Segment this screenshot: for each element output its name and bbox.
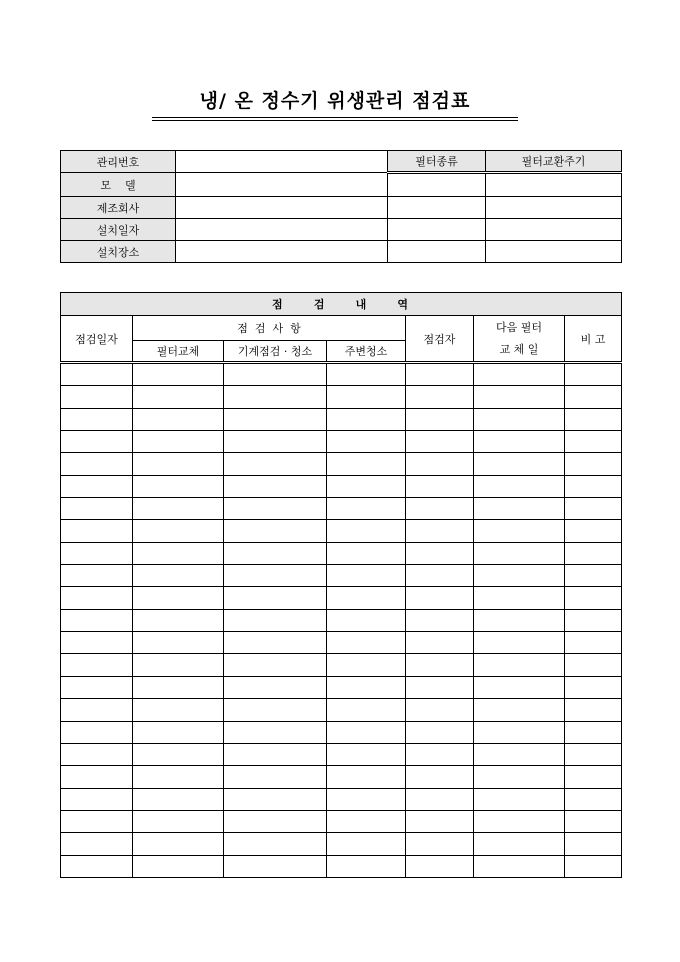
- cell-surround-clean[interactable]: [327, 363, 406, 386]
- filter-type-value-4[interactable]: [388, 241, 486, 263]
- cell-remarks[interactable]: [565, 676, 622, 698]
- cell-machine-check[interactable]: [224, 565, 327, 587]
- cell-inspector[interactable]: [406, 542, 474, 564]
- cell-filter-change[interactable]: [133, 833, 224, 855]
- cell-surround-clean[interactable]: [327, 542, 406, 564]
- cell-surround-clean[interactable]: [327, 654, 406, 676]
- cell-inspector[interactable]: [406, 855, 474, 877]
- cell-remarks[interactable]: [565, 609, 622, 631]
- table-row: [61, 743, 622, 765]
- cell-date[interactable]: [61, 721, 133, 743]
- header-machine-check: 기계점검 · 청소: [224, 341, 327, 363]
- cell-date[interactable]: [61, 766, 133, 788]
- cell-remarks[interactable]: [565, 498, 622, 520]
- cell-inspector[interactable]: [406, 743, 474, 765]
- cell-filter-change[interactable]: [133, 632, 224, 654]
- header-remarks: 비 고: [565, 316, 622, 363]
- install-date-value[interactable]: [176, 219, 388, 241]
- cell-inspector[interactable]: [406, 810, 474, 832]
- cell-machine-check[interactable]: [224, 363, 327, 386]
- cell-date[interactable]: [61, 810, 133, 832]
- cell-surround-clean[interactable]: [327, 587, 406, 609]
- cell-next-filter-date[interactable]: [474, 833, 565, 855]
- cell-remarks[interactable]: [565, 833, 622, 855]
- cell-remarks[interactable]: [565, 699, 622, 721]
- cell-remarks[interactable]: [565, 542, 622, 564]
- table-row: [61, 676, 622, 698]
- cell-date[interactable]: [61, 833, 133, 855]
- header-next-filter-line1: 다음 필터: [495, 320, 542, 334]
- cell-machine-check[interactable]: [224, 654, 327, 676]
- cell-machine-check[interactable]: [224, 833, 327, 855]
- filter-cycle-value-1[interactable]: [486, 173, 622, 197]
- cell-filter-change[interactable]: [133, 542, 224, 564]
- cell-inspector[interactable]: [406, 632, 474, 654]
- cell-surround-clean[interactable]: [327, 743, 406, 765]
- title-underline-bottom: [152, 120, 518, 121]
- cell-machine-check[interactable]: [224, 498, 327, 520]
- header-date: 점검일자: [61, 316, 133, 363]
- filter-type-value-3[interactable]: [388, 219, 486, 241]
- cell-surround-clean[interactable]: [327, 810, 406, 832]
- cell-machine-check[interactable]: [224, 743, 327, 765]
- filter-cycle-value-2[interactable]: [486, 197, 622, 219]
- label-filter-cycle: 필터교환주기: [486, 151, 622, 173]
- cell-remarks[interactable]: [565, 431, 622, 453]
- cell-remarks[interactable]: [565, 632, 622, 654]
- cell-next-filter-date[interactable]: [474, 766, 565, 788]
- label-install-date: 설치일자: [61, 219, 176, 241]
- table-row: [61, 431, 622, 453]
- cell-machine-check[interactable]: [224, 542, 327, 564]
- cell-next-filter-date[interactable]: [474, 587, 565, 609]
- cell-next-filter-date[interactable]: [474, 699, 565, 721]
- cell-machine-check[interactable]: [224, 810, 327, 832]
- cell-date[interactable]: [61, 565, 133, 587]
- table-row: [61, 363, 622, 386]
- cell-inspector[interactable]: [406, 565, 474, 587]
- cell-machine-check[interactable]: [224, 520, 327, 542]
- table-row: [61, 654, 622, 676]
- cell-date[interactable]: [61, 676, 133, 698]
- cell-inspector[interactable]: [406, 788, 474, 810]
- cell-inspector[interactable]: [406, 386, 474, 408]
- filter-cycle-value-4[interactable]: [486, 241, 622, 263]
- cell-surround-clean[interactable]: [327, 453, 406, 475]
- label-install-location: 설치장소: [61, 241, 176, 263]
- cell-filter-change[interactable]: [133, 408, 224, 430]
- cell-remarks[interactable]: [565, 520, 622, 542]
- cell-next-filter-date[interactable]: [474, 520, 565, 542]
- filter-type-value-1[interactable]: [388, 173, 486, 197]
- manufacturer-value[interactable]: [176, 197, 388, 219]
- cell-machine-check[interactable]: [224, 632, 327, 654]
- cell-filter-change[interactable]: [133, 810, 224, 832]
- cell-date[interactable]: [61, 408, 133, 430]
- label-management-number: 관리번호: [61, 151, 176, 173]
- header-next-filter-line2: 교 체 일: [499, 342, 539, 356]
- cell-machine-check[interactable]: [224, 431, 327, 453]
- cell-filter-change[interactable]: [133, 475, 224, 497]
- cell-next-filter-date[interactable]: [474, 475, 565, 497]
- cell-remarks[interactable]: [565, 386, 622, 408]
- cell-next-filter-date[interactable]: [474, 453, 565, 475]
- cell-remarks[interactable]: [565, 721, 622, 743]
- cell-next-filter-date[interactable]: [474, 408, 565, 430]
- cell-filter-change[interactable]: [133, 609, 224, 631]
- page-title: 냉/ 온 정수기 위생관리 점검표: [199, 90, 471, 112]
- table-row: [61, 386, 622, 408]
- cell-date[interactable]: [61, 475, 133, 497]
- cell-remarks[interactable]: [565, 788, 622, 810]
- header-inspector: 점검자: [406, 316, 474, 363]
- cell-next-filter-date[interactable]: [474, 565, 565, 587]
- cell-date[interactable]: [61, 363, 133, 386]
- cell-filter-change[interactable]: [133, 743, 224, 765]
- cell-date[interactable]: [61, 520, 133, 542]
- cell-filter-change[interactable]: [133, 520, 224, 542]
- cell-inspector[interactable]: [406, 766, 474, 788]
- table-row: [61, 475, 622, 497]
- filter-type-value-2[interactable]: [388, 197, 486, 219]
- table-row: [61, 565, 622, 587]
- table-row: [61, 453, 622, 475]
- cell-remarks[interactable]: [565, 408, 622, 430]
- cell-next-filter-date[interactable]: [474, 386, 565, 408]
- cell-surround-clean[interactable]: [327, 431, 406, 453]
- cell-remarks[interactable]: [565, 475, 622, 497]
- cell-next-filter-date[interactable]: [474, 654, 565, 676]
- cell-inspector[interactable]: [406, 721, 474, 743]
- cell-date[interactable]: [61, 542, 133, 564]
- cell-inspector[interactable]: [406, 654, 474, 676]
- table-row: [61, 587, 622, 609]
- cell-date[interactable]: [61, 788, 133, 810]
- cell-date[interactable]: [61, 654, 133, 676]
- cell-filter-change[interactable]: [133, 766, 224, 788]
- cell-surround-clean[interactable]: [327, 766, 406, 788]
- cell-date[interactable]: [61, 431, 133, 453]
- cell-date[interactable]: [61, 587, 133, 609]
- cell-surround-clean[interactable]: [327, 408, 406, 430]
- cell-machine-check[interactable]: [224, 855, 327, 877]
- cell-filter-change[interactable]: [133, 721, 224, 743]
- inspection-log-table: [60, 292, 622, 878]
- cell-inspector[interactable]: [406, 587, 474, 609]
- cell-date[interactable]: [61, 609, 133, 631]
- cell-inspector[interactable]: [406, 431, 474, 453]
- cell-remarks[interactable]: [565, 810, 622, 832]
- cell-remarks[interactable]: [565, 766, 622, 788]
- cell-remarks[interactable]: [565, 453, 622, 475]
- cell-remarks[interactable]: [565, 565, 622, 587]
- label-model: 모 델: [61, 173, 176, 197]
- cell-next-filter-date[interactable]: [474, 788, 565, 810]
- section-title: 점 검 내 역: [61, 293, 622, 316]
- table-row: [61, 721, 622, 743]
- cell-inspector[interactable]: [406, 408, 474, 430]
- cell-inspector[interactable]: [406, 833, 474, 855]
- cell-remarks[interactable]: [565, 587, 622, 609]
- cell-date[interactable]: [61, 498, 133, 520]
- table-row: [61, 520, 622, 542]
- management-number-value[interactable]: [176, 151, 388, 173]
- cell-next-filter-date[interactable]: [474, 855, 565, 877]
- cell-date[interactable]: [61, 699, 133, 721]
- model-value[interactable]: [176, 173, 388, 197]
- cell-filter-change[interactable]: [133, 699, 224, 721]
- cell-inspector[interactable]: [406, 475, 474, 497]
- cell-filter-change[interactable]: [133, 498, 224, 520]
- cell-inspector[interactable]: [406, 453, 474, 475]
- cell-inspector[interactable]: [406, 498, 474, 520]
- cell-surround-clean[interactable]: [327, 475, 406, 497]
- cell-filter-change[interactable]: [133, 453, 224, 475]
- cell-next-filter-date[interactable]: [474, 810, 565, 832]
- cell-remarks[interactable]: [565, 654, 622, 676]
- cell-remarks[interactable]: [565, 855, 622, 877]
- cell-machine-check[interactable]: [224, 676, 327, 698]
- cell-filter-change[interactable]: [133, 654, 224, 676]
- cell-date[interactable]: [61, 632, 133, 654]
- cell-filter-change[interactable]: [133, 386, 224, 408]
- cell-next-filter-date[interactable]: [474, 498, 565, 520]
- cell-machine-check[interactable]: [224, 475, 327, 497]
- cell-surround-clean[interactable]: [327, 498, 406, 520]
- cell-machine-check[interactable]: [224, 721, 327, 743]
- cell-date[interactable]: [61, 855, 133, 877]
- cell-surround-clean[interactable]: [327, 855, 406, 877]
- cell-surround-clean[interactable]: [327, 609, 406, 631]
- cell-surround-clean[interactable]: [327, 520, 406, 542]
- label-manufacturer: 제조회사: [61, 197, 176, 219]
- table-row: [61, 632, 622, 654]
- cell-machine-check[interactable]: [224, 453, 327, 475]
- cell-surround-clean[interactable]: [327, 632, 406, 654]
- cell-machine-check[interactable]: [224, 386, 327, 408]
- table-row: [61, 609, 622, 631]
- table-row: [61, 699, 622, 721]
- cell-machine-check[interactable]: [224, 788, 327, 810]
- cell-machine-check[interactable]: [224, 587, 327, 609]
- table-row: [61, 833, 622, 855]
- cell-surround-clean[interactable]: [327, 833, 406, 855]
- header-inspection-items: 점 검 사 항: [133, 316, 406, 341]
- cell-date[interactable]: [61, 743, 133, 765]
- cell-inspector[interactable]: [406, 676, 474, 698]
- cell-date[interactable]: [61, 453, 133, 475]
- cell-surround-clean[interactable]: [327, 721, 406, 743]
- cell-inspector[interactable]: [406, 609, 474, 631]
- cell-next-filter-date[interactable]: [474, 743, 565, 765]
- header-next-filter-date: [474, 316, 565, 363]
- title-underline-top: [152, 117, 518, 118]
- filter-cycle-value-3[interactable]: [486, 219, 622, 241]
- cell-inspector[interactable]: [406, 520, 474, 542]
- cell-next-filter-date[interactable]: [474, 431, 565, 453]
- cell-inspector[interactable]: [406, 699, 474, 721]
- cell-filter-change[interactable]: [133, 676, 224, 698]
- table-row: [61, 855, 622, 877]
- cell-machine-check[interactable]: [224, 609, 327, 631]
- cell-filter-change[interactable]: [133, 855, 224, 877]
- cell-filter-change[interactable]: [133, 565, 224, 587]
- cell-surround-clean[interactable]: [327, 699, 406, 721]
- cell-next-filter-date[interactable]: [474, 542, 565, 564]
- table-row: [61, 408, 622, 430]
- table-row: [61, 542, 622, 564]
- cell-next-filter-date[interactable]: [474, 609, 565, 631]
- cell-next-filter-date[interactable]: [474, 721, 565, 743]
- cell-surround-clean[interactable]: [327, 676, 406, 698]
- cell-remarks[interactable]: [565, 743, 622, 765]
- cell-machine-check[interactable]: [224, 408, 327, 430]
- label-filter-type: 필터종류: [388, 151, 486, 173]
- cell-surround-clean[interactable]: [327, 565, 406, 587]
- install-location-value[interactable]: [176, 241, 388, 263]
- header-filter-change: 필터교체: [133, 341, 224, 363]
- cell-next-filter-date[interactable]: [474, 632, 565, 654]
- table-row: [61, 788, 622, 810]
- cell-inspector[interactable]: [406, 363, 474, 386]
- cell-machine-check[interactable]: [224, 699, 327, 721]
- cell-filter-change[interactable]: [133, 363, 224, 386]
- table-row: [61, 766, 622, 788]
- cell-machine-check[interactable]: [224, 766, 327, 788]
- cell-next-filter-date[interactable]: [474, 676, 565, 698]
- cell-date[interactable]: [61, 386, 133, 408]
- equipment-info-table: [60, 150, 622, 263]
- table-row: [61, 810, 622, 832]
- cell-remarks[interactable]: [565, 363, 622, 386]
- cell-filter-change[interactable]: [133, 431, 224, 453]
- header-surround-clean: 주변청소: [327, 341, 406, 363]
- cell-surround-clean[interactable]: [327, 386, 406, 408]
- cell-next-filter-date[interactable]: [474, 363, 565, 386]
- cell-surround-clean[interactable]: [327, 788, 406, 810]
- table-row: [61, 498, 622, 520]
- cell-filter-change[interactable]: [133, 587, 224, 609]
- cell-filter-change[interactable]: [133, 788, 224, 810]
